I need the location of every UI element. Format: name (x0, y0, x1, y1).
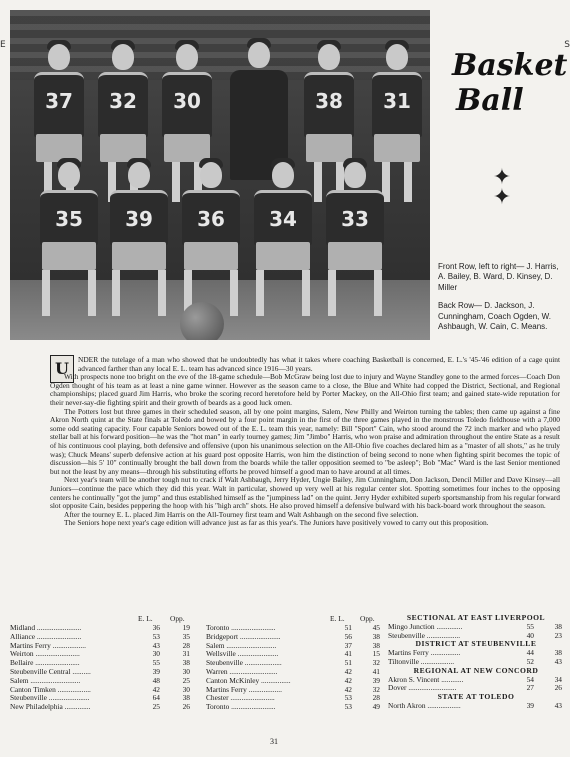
player-leg (404, 162, 412, 202)
tournament-heading: REGIONAL AT NEW CONCORD (413, 665, 539, 675)
opponent-score: 43 (554, 700, 562, 710)
player-jersey (304, 72, 354, 137)
jersey-number: 31 (383, 89, 411, 113)
opponent-name: Weirton ........................ (10, 650, 80, 659)
opponent-name: Toronto ........................ (206, 703, 276, 712)
opponent-score: 38 (372, 640, 380, 650)
team-photo (10, 10, 430, 340)
jersey-number: 39 (125, 207, 153, 231)
schedule-column-1 (10, 614, 198, 712)
player-head (200, 162, 222, 188)
el-score: 54 (526, 674, 534, 684)
player-leg (42, 270, 50, 316)
schedule-column-3 (388, 614, 564, 711)
schedule-row (206, 703, 384, 712)
opponent-score: 31 (182, 649, 190, 659)
player-head (112, 44, 134, 70)
opponent-name: Steubenville Central .......... (10, 667, 91, 676)
schedule-row (388, 658, 564, 667)
player-head (58, 162, 80, 188)
tournament-heading: SECTIONAL AT EAST LIVERPOOL (406, 613, 546, 622)
opponent-score: 19 (182, 623, 190, 632)
opponent-name: Toronto ........................ (206, 624, 276, 632)
coach-figure (228, 38, 290, 178)
opponent-name: Chester ........................ (206, 694, 275, 703)
player-leg (256, 270, 264, 316)
schedule-row (10, 677, 198, 686)
schedule-row (10, 650, 198, 659)
opponent-name: North Akron .................. (388, 701, 461, 710)
el-score: 40 (526, 630, 534, 640)
schedule-row (206, 694, 384, 703)
el-score: 42 (344, 666, 352, 676)
opponent-score: 38 (554, 621, 562, 631)
jersey-number: 35 (55, 207, 83, 231)
article-body (50, 356, 560, 528)
schedule-row (206, 677, 384, 686)
el-score: 52 (526, 656, 534, 666)
opponent-name: Dover .......................... (388, 684, 457, 693)
coach-head (248, 42, 270, 68)
player-figure (250, 158, 316, 328)
article-paragraph: After the tourney E. L. placed Jim Harris on the All-Tourney first team and Walt Ashbaugh on the second five selection. (64, 509, 419, 519)
player-shorts (184, 242, 238, 270)
opponent-score: 26 (182, 702, 190, 712)
player-jersey (372, 72, 422, 137)
el-score: 39 (152, 666, 160, 676)
player-figure (178, 158, 244, 328)
schedule-row (10, 642, 198, 651)
basketball (180, 302, 224, 340)
opponent-name: Midland ........................ (10, 624, 82, 632)
el-score: 42 (344, 684, 352, 694)
opponent-score: 38 (182, 693, 190, 703)
opponent-name: Wellsville ...................... (206, 650, 279, 659)
opponent-score: 43 (554, 656, 562, 666)
el-score: 55 (152, 658, 160, 668)
player-figure (106, 158, 172, 328)
player-jersey (98, 72, 148, 137)
player-head (344, 162, 366, 188)
page-title-line-1: Basket (452, 48, 568, 83)
article-paragraph: NDER the tutelage of a man who showed that he undoubtedly has what it takes where coaching Basketball is concerned, E. L.'s '45-'46 edition of a cage quint advanced farther than any local E. L. team has advanced since 1916—30 years. (78, 355, 560, 373)
jersey-number: 36 (197, 207, 225, 231)
schedule-row (10, 694, 198, 703)
schedule-row (206, 659, 384, 668)
opponent-score: 28 (372, 693, 380, 703)
el-score: 36 (152, 623, 160, 632)
player-head (48, 44, 70, 70)
opponent-score: 15 (372, 649, 380, 659)
article-paragraph: The Potters lost but three games in their scheduled season, all by one point margins, Salem, New Philly and Weirton turning the tables; then came up against a fine Akron North quint at the State finals at Toledo and bowed by a four point margin in the first of the three games played in the monstrous Toledo fieldhouse with a 7,000 some odd seating capacity. Four capable Seniors bowed out of the E. L. team this year, namely: Bill "Sport" Cain, who stood around the 72 inch marker and who played stellar ball at his forward position—he was the "hot man" in early tourney games; Jim "Jimbo" Harris, who won praise and admiration throughout the entire State as a result of his continuous cool playing, both defensive and offensive (upon his unanimous selection on the All-Ohio five coaches declared him as a "master of all shots," as he truly was); Chuck Means' superb defensive action at his guard post opposite Harris, won him the distinction of being second to none when fighting spirit becomes the topic of discussion—his 5' 10" continually brought the ball down from the boards while the taller opposition seemed to "be asleep"; Bob "Mac" Ward is the last Senior mentioned but not the least by any means—through his substituting efforts he proved himself a good man to have around at all times. (50, 406, 560, 476)
opponent-score: 38 (554, 648, 562, 658)
page-number: 31 (270, 737, 278, 746)
opponent-name: Salem ........................... (10, 676, 81, 685)
opponent-score: 30 (182, 684, 190, 694)
article-paragraph: The Seniors hope next year's cage edition will advance just as far as this year's. The Juniors have positively vowed to carry out this proposition. (64, 518, 489, 528)
schedule-row (10, 686, 198, 695)
jersey-number: 33 (341, 207, 369, 231)
player-shorts (256, 242, 310, 270)
player-shorts (42, 242, 96, 270)
el-score: 44 (526, 648, 534, 658)
opponent-name: Martins Ferry ................ (388, 649, 461, 658)
schedule-row (206, 633, 384, 642)
opponent-score: 28 (182, 640, 190, 650)
el-score: 51 (344, 658, 352, 668)
opponent-score: 49 (372, 702, 380, 712)
opponent-name: Martins Ferry .................. (10, 641, 86, 650)
opponent-score: 38 (372, 631, 380, 641)
opponent-score: 25 (182, 675, 190, 685)
el-score: 41 (344, 649, 352, 659)
schedule-row (388, 632, 564, 641)
player-leg (374, 270, 382, 316)
player-figure (36, 158, 102, 328)
player-leg (158, 270, 166, 316)
opponent-score: 23 (554, 630, 562, 640)
opponent-name: Salem ........................... (206, 641, 277, 650)
schedule-row (10, 624, 198, 633)
player-leg (112, 270, 120, 316)
opponent-name: Akron S. Vincent ............ (388, 675, 464, 684)
opponent-name: Canton Timken .................. (10, 685, 91, 694)
opponent-name: Canton McKinley ................ (206, 676, 291, 685)
player-jersey (326, 190, 384, 245)
col1-header-el: E. L. (138, 614, 153, 623)
opponent-name: Steubenville .................. (388, 631, 461, 640)
schedule-row (206, 642, 384, 651)
opponent-score: 38 (182, 658, 190, 668)
schedule-row (388, 684, 564, 693)
el-score: 51 (344, 623, 352, 632)
player-head (272, 162, 294, 188)
opponent-name: Steubenville ...................... (10, 694, 90, 703)
opponent-name: Bridgeport ...................... (206, 632, 281, 641)
player-jersey (182, 190, 240, 245)
opponent-score: 45 (372, 623, 380, 632)
schedule-row (388, 649, 564, 658)
player-jersey (254, 190, 312, 245)
player-leg (88, 270, 96, 316)
caption-back-row: Back Row— D. Jackson, J. Cunningham, Coach Ogden, W. Ashbaugh, W. Cain, C. Means. (438, 301, 551, 332)
page-title-line-2: Ball (456, 83, 524, 118)
jersey-number: 30 (173, 89, 201, 113)
opponent-name: Martins Ferry .................. (206, 685, 282, 694)
player-head (386, 44, 408, 70)
binding-mark-right: S (564, 40, 570, 50)
player-jersey (40, 190, 98, 245)
jersey-number: 38 (315, 89, 343, 113)
caption-front-row: Front Row, left to right— J. Harris, A. Bailey, B. Ward, D. Kinsey, D. Miller (438, 262, 559, 292)
player-head (318, 44, 340, 70)
opponent-score: 26 (554, 683, 562, 693)
opponent-score: 39 (372, 675, 380, 685)
el-score: 42 (152, 684, 160, 694)
article-paragraph: With prospects none too bright on the eve of the 18-game schedule—Bob McGraw being lost due to injury and Wayne Standley gone to the armed forces—Coach Don Ogden thought of his team as at least a nine game winner. However as the season came to a close, the Blue and White had copped the District, Sectional, and Regional championships; placed guard Jim Harris, who broke the scoring record heretofore held by Porter Mackey, on the All-Ohio first team; and gained state-wide reputation for their never-say-die fighting spirit and their growth of beards as a good luck omen. (50, 372, 560, 407)
el-score: 27 (526, 683, 534, 693)
el-score: 53 (344, 693, 352, 703)
el-score: 42 (344, 675, 352, 685)
schedule-row (388, 702, 564, 711)
article-paragraph: Next year's team will be another tough nut to crack if Walt Ashbaugh, Jerry Hyder, Ungie Bailey, Jim Cunningham, Don Jackson, Dencil Miller and Dave Kinsey—all Juniors—continue the pace which they did this year. Walt in particular, showed up very well at his regular center slot. Spotting sometimes four inches to the opposing centers he continually "got the jump" and thus established himself as the "jumpiness lad" on the quint. Jerry Hyder exhibited superb sportsmanship from his regular forward slot opposite Cain, besides peppering the hoop with his "high arch" shots. He also proved himself a defensive bulward with his back-board work throughout the season. (50, 475, 560, 511)
ornament-icon: ✦ ✦ (492, 165, 512, 210)
schedule-row (10, 703, 198, 712)
binding-mark-left: E (0, 40, 6, 50)
col1-header-opp: Opp. (170, 614, 185, 623)
player-jersey (162, 72, 212, 137)
schedule-row (10, 659, 198, 668)
opponent-score: 35 (182, 631, 190, 641)
schedule-row (10, 668, 198, 677)
opponent-score: 34 (554, 674, 562, 684)
schedule-row (206, 668, 384, 677)
player-head (176, 44, 198, 70)
player-shorts (112, 242, 166, 270)
schedule-row (388, 623, 564, 632)
el-score: 43 (152, 640, 160, 650)
player-jersey (34, 72, 84, 137)
player-leg (328, 270, 336, 316)
el-score: 30 (152, 649, 160, 659)
photo-caption (438, 262, 566, 340)
tournament-heading: STATE AT TOLEDO (437, 692, 515, 702)
page-title (452, 48, 568, 118)
col2-header-el: E. L. (330, 614, 345, 623)
player-shorts (328, 242, 382, 270)
opponent-name: Alliance ........................ (10, 632, 82, 641)
jersey-number: 34 (269, 207, 297, 231)
player-leg (230, 270, 238, 316)
opponent-name: Tiltonville .................. (388, 657, 455, 666)
player-figure (322, 158, 388, 328)
schedule-row (10, 633, 198, 642)
schedule-row (206, 624, 384, 633)
opponent-name: Bellaire ........................ (10, 659, 80, 668)
tournament-heading: DISTRICT AT STEUBENVILLE (415, 639, 537, 649)
opponent-name: Warren .......................... (206, 667, 278, 676)
opponent-score: 41 (372, 666, 380, 676)
opponent-score: 30 (182, 666, 190, 676)
drop-cap: U (50, 355, 74, 383)
el-score: 25 (152, 702, 160, 712)
el-score: 37 (344, 640, 352, 650)
schedule-row (388, 676, 564, 685)
schedule-row (206, 650, 384, 659)
opponent-name: New Philadelphia .............. (10, 703, 91, 712)
col2-header-opp: Opp. (360, 614, 375, 623)
opponent-score: 32 (372, 684, 380, 694)
el-score: 55 (526, 621, 534, 631)
el-score: 53 (152, 631, 160, 641)
jersey-number: 37 (45, 89, 73, 113)
el-score: 56 (344, 631, 352, 641)
opponent-name: Mingo Junction .............. (388, 622, 463, 631)
schedule-column-2 (206, 614, 384, 712)
jersey-number: 32 (109, 89, 137, 113)
schedule-row (206, 686, 384, 695)
player-jersey (110, 190, 168, 245)
opponent-name: Steubenville .................... (206, 659, 282, 668)
opponent-score: 32 (372, 658, 380, 668)
el-score: 39 (526, 700, 534, 710)
el-score: 64 (152, 693, 160, 703)
el-score: 53 (344, 702, 352, 712)
player-head (128, 162, 150, 188)
el-score: 48 (152, 675, 160, 685)
player-leg (302, 270, 310, 316)
